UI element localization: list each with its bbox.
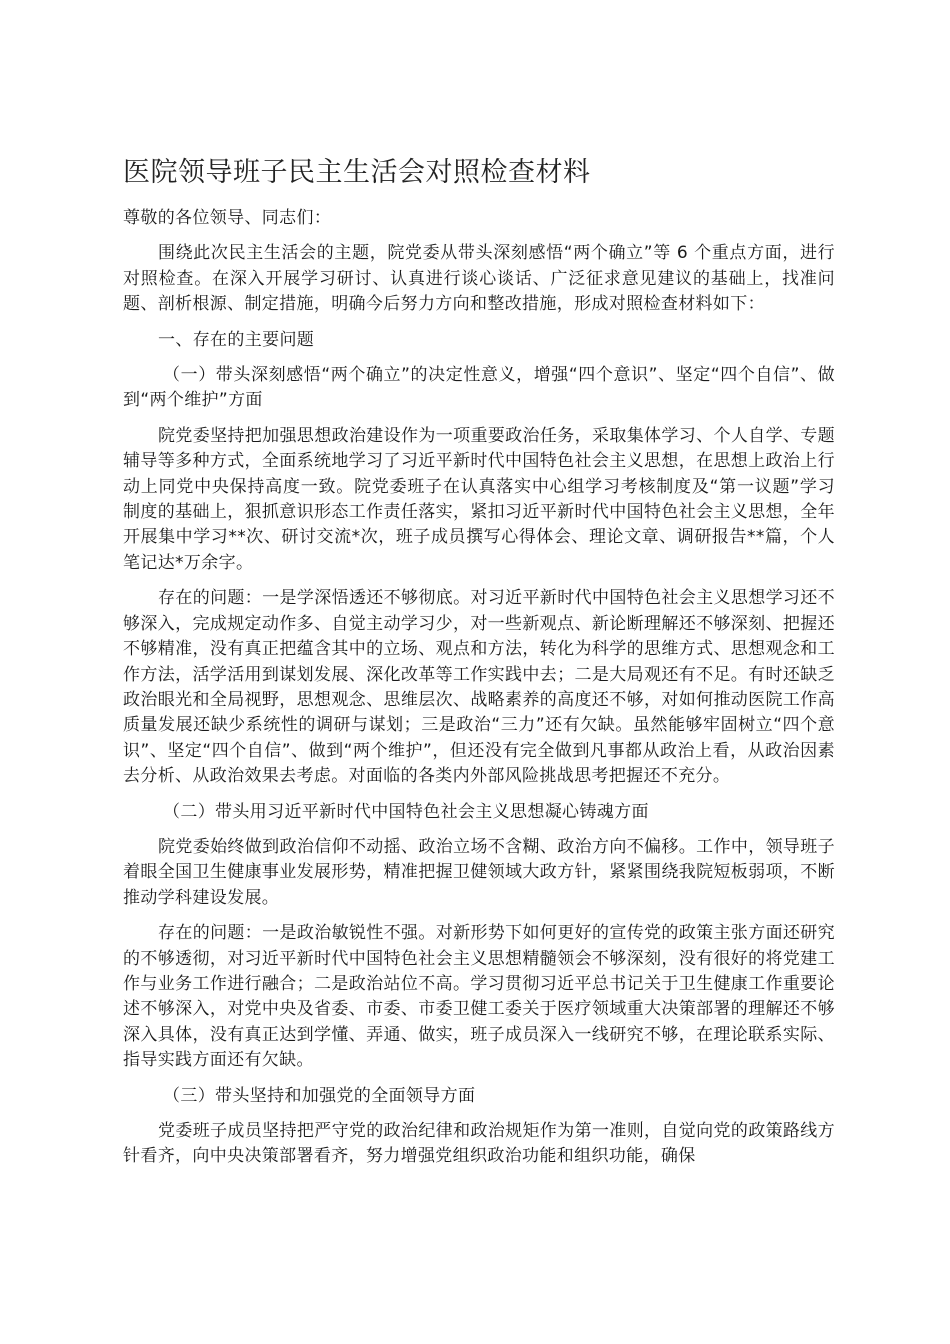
sub2-paragraph-1: 院党委始终做到政治信仰不动摇、政治立场不含糊、政治方向不偏移。工作中，领导班子着眼全国卫生健康事业发展形势，精准把握卫健领域大政方针，紧紧围绕我院短板弱项，不断推动学科建设发展。: [123, 836, 835, 908]
sub-heading-3: （三）带头坚持和加强党的全面领导方面: [163, 1085, 476, 1106]
sub3-paragraph-1: 党委班子成员坚持把严守党的政治纪律和政治规矩作为第一准则，自觉向党的政策路线方针看齐，向中央决策部署看齐，努力增强党组织政治功能和组织功能，确保: [123, 1121, 835, 1167]
sub-heading-1: （一）带头深刻感悟“两个确立”的决定性意义，增强“四个意识”、坚定“四个自信”、做到“两个维护”方面: [123, 365, 835, 411]
sub1-paragraph-1: 院党委坚持把加强思想政治建设作为一项重要政治任务，采取集体学习、个人自学、专题辅导等多种方式，全面系统地学习了习近平新时代中国特色社会主义思想，在思想上政治上行动上同党中央保持高度一致。院党委班子在认真落实中心组学习考核制度及“第一议题”学习制度的基础上，狠抓意识形态工作责任落实，紧扣习近平新时代中国特色社会主义思想，全年开展集中学习**次、研讨交流*次，班子成员撰写心得体会、理论文章、调研报告**篇，个人笔记达*万余字。: [123, 425, 835, 573]
intro-paragraph: 围绕此次民主生活会的主题，院党委从带头深刻感悟“两个确立”等 6 个重点方面，进行对照检查。在深入开展学习研讨、认真进行谈心谈话、广泛征求意见建议的基础上，找准问题、剖析根源、制定措施，明确今后努力方向和整改措施，形成对照检查材料如下：: [123, 243, 835, 315]
document-title: 医院领导班子民主生活会对照检查材料: [123, 157, 591, 188]
sub-heading-2: （二）带头用习近平新时代中国特色社会主义思想凝心铸魂方面: [163, 801, 649, 822]
salutation: 尊敬的各位领导、同志们：: [123, 208, 332, 228]
sub1-paragraph-2: 存在的问题：一是学深悟透还不够彻底。对习近平新时代中国特色社会主义思想学习还不够深入，完成规定动作多、自觉主动学习少，对一些新观点、新论断理解还不够深刻、把握还不够精准，没有真正把蕴含其中的立场、观点和方法，转化为科学的思维方式、思想观念和工作方法，活学活用到谋划发展、深化改革等工作实践中去；二是大局观还有不足。有时还缺乏政治眼光和全局视野，思想观念、思维层次、战略素养的高度还不够，对如何推动医院工作高质量发展还缺少系统性的调研与谋划；三是政治“三力”还有欠缺。虽然能够牢固树立“四个意识”、坚定“四个自信”、做到“两个维护”，但还没有完全做到凡事都从政治上看，从政治因素去分析、从政治效果去考虑。对面临的各类内外部风险挑战思考把握还不充分。: [123, 588, 835, 787]
document-page: [123, 150, 835, 1180]
section-heading-problems: 一、存在的主要问题: [158, 329, 315, 350]
sub2-paragraph-2: 存在的问题：一是政治敏锐性不强。对新形势下如何更好的宣传党的政策主张方面还研究的不够透彻，对习近平新时代中国特色社会主义思想精髓领会不够深刻，没有很好的将党建工作与业务工作进行融合；二是政治站位不高。学习贯彻习近平总书记关于卫生健康工作重要论述不够深入，对党中央及省委、市委、市委卫健工委关于医疗领域重大决策部署的理解还不够深入具体，没有真正达到学懂、弄通、做实，班子成员深入一线研究不够，在理论联系实际、指导实践方面还有欠缺。: [123, 923, 835, 1071]
